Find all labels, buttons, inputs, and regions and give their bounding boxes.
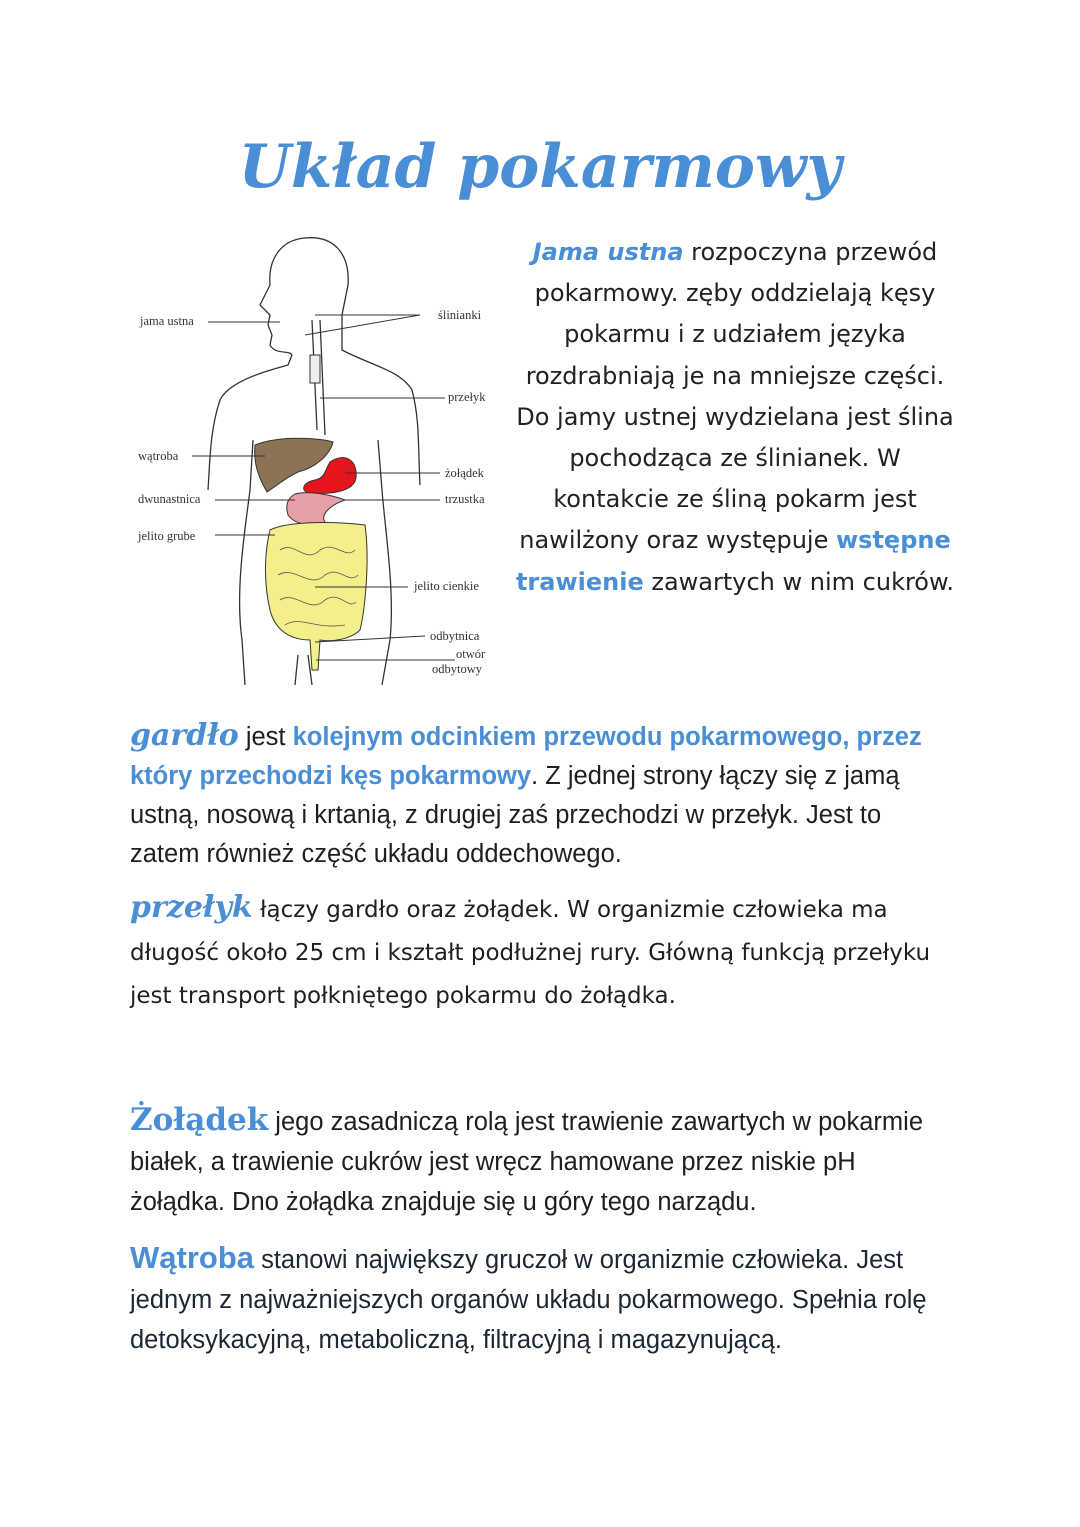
paragraph-przelyk	[130, 886, 950, 1018]
pancreas	[287, 493, 345, 525]
zoladek-text: jego zasadniczą rolą jest trawienie zawartych w pokarmie białek, a trawienie cukrów jest wręcz hamowane przez niskie pH żołądka. Dno żołądka znajduje się u góry tego narządu.	[130, 1108, 923, 1216]
term-jama-ustna: Jama ustna	[532, 238, 684, 266]
label-slinianki: ślinianki	[438, 308, 482, 322]
term-przelyk: przełyk	[130, 890, 253, 925]
paragraph-gardlo	[130, 716, 950, 874]
term-gardlo: gardło	[130, 718, 239, 753]
gardlo-highlight: kolejnym odcinkiem przewodu pokarmowego, przez który przechodzi kęs pokarmowy	[130, 723, 922, 790]
label-jama-ustna: jama ustna	[140, 314, 194, 328]
label-odbytowy: odbytowy	[432, 662, 482, 676]
label-przelyk: przełyk	[448, 390, 486, 404]
paragraph-watroba	[130, 1238, 950, 1360]
page-title: Układ pokarmowy	[238, 132, 842, 202]
gardlo-text: jest	[238, 723, 293, 751]
intestine	[265, 523, 367, 670]
highlight-wstepne-trawienie: wstępne trawienie	[515, 526, 951, 596]
label-trzustka: trzustka	[445, 492, 485, 506]
label-watroba: wątroba	[138, 449, 179, 463]
intro-text-end: zawartych w nim cukrów.	[643, 567, 955, 596]
przelyk-text: łączy gardło oraz żołądek. W organizmie człowieka ma długość około 25 cm i kształt podłużnej rury. Główną funkcją przełyku jest transport połkniętego pokarmu do żołądka.	[130, 897, 931, 1009]
paragraph-zoladek	[130, 1100, 950, 1222]
term-zoladek: Żołądek	[130, 1102, 269, 1138]
term-watroba: Wątroba	[130, 1240, 254, 1275]
label-otwor: otwór	[456, 647, 486, 661]
label-jelito-cienkie: jelito cienkie	[414, 579, 479, 593]
trachea-icon	[310, 355, 320, 383]
watroba-text: stanowi największy gruczoł w organizmie człowieka. Jest jednym z najważniejszych organów układu pokarmowego. Spełnia rolę detoksykacyjną, metaboliczną, filtracyjną i magazynującą.	[130, 1246, 927, 1354]
gardlo-text-end: . Z jednej strony łączy się z jamą ustną, nosową i krtanią, z drugiej zaś przechodzi w przełyk. Jest to zatem również część układu oddechowego.	[130, 762, 900, 868]
intro-text: rozpoczyna przewód pokarmowy. zęby oddzielają kęsy pokarmu i z udziałem języka rozdrabniają je na mniejsze części. Do jamy ustnej wydzielana jest ślina pochodząca ze ślinianek. W kontakcie ze śliną pokarm jest nawilżony oraz występuje	[516, 238, 954, 555]
intro-paragraph	[515, 232, 955, 603]
label-zoladek: żołądek	[445, 466, 484, 480]
label-jelito-grube: jelito grube	[138, 529, 196, 543]
label-dwunastnica: dwunastnica	[138, 492, 201, 506]
label-odbytnica: odbytnica	[430, 629, 480, 643]
digestive-system-diagram	[120, 230, 520, 690]
